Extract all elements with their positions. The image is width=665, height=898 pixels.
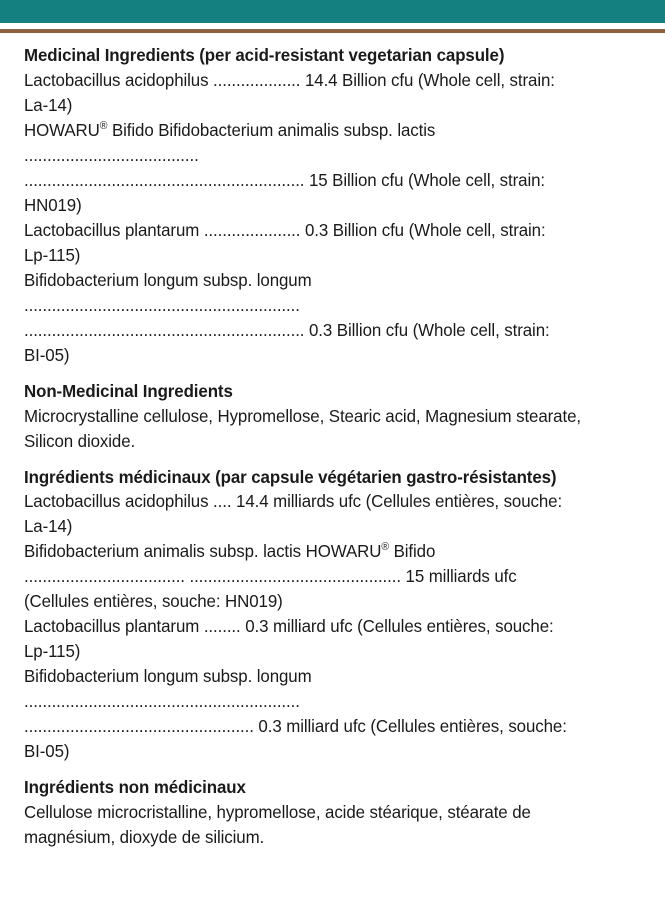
- english-ingredient-howaru-line1: [24, 118, 618, 143]
- french-ingredient-acidophilus-line1: Lactobacillus acidophilus .... 14.4 milliards ufc (Cellules entières, souche:: [24, 491, 563, 512]
- english-ingredient-plantarum-line1: Lactobacillus plantarum ..................... 0.3 Billion cfu (Whole cell, strain:: [24, 219, 546, 240]
- french-ingredient-howaru-line2: ................................... .............................................. 15 milliards ufc: [24, 566, 517, 587]
- french-ingredient-longum-dots1: ............................................................: [24, 691, 300, 712]
- english-medicinal-section: [24, 43, 643, 368]
- french-nonmedicinal-heading: Ingrédients non médicinaux: [24, 777, 246, 798]
- french-ingredient-longum-line1: Bifidobacterium longum subsp. longum: [24, 666, 312, 687]
- english-ingredient-howaru-line2: ............................................................. 15 Billion cfu (Whole cell, strain:: [24, 169, 546, 190]
- english-ingredient-howaru-line3: HN019): [24, 194, 82, 215]
- header-teal-bar: [0, 0, 665, 23]
- french-ingredient-plantarum-line1: Lactobacillus plantarum ........ 0.3 milliard ufc (Cellules entières, souche:: [24, 616, 554, 637]
- french-howaru-species-text: Bifidobacterium animalis subsp. lactis HOWARU: [24, 541, 382, 562]
- french-registered-trademark-symbol: ®: [381, 541, 389, 554]
- registered-trademark-symbol: ®: [99, 120, 108, 133]
- french-ingredient-howaru-line1: [24, 539, 618, 564]
- french-ingredient-longum-line3: BI-05): [24, 741, 70, 762]
- howaru-brand-text: HOWARU: [24, 119, 100, 140]
- english-ingredient-acidophilus-line2: La-14): [24, 94, 73, 115]
- english-nonmedicinal-heading: Non-Medicinal Ingredients: [24, 380, 233, 401]
- french-ingredient-longum-line2: .................................................. 0.3 milliard ufc (Cellules entières, souche:: [24, 716, 567, 737]
- english-ingredient-plantarum-line2: Lp-115): [24, 244, 81, 265]
- english-ingredient-longum-line2: ............................................................. 0.3 Billion cfu (Whole cell, strain:: [24, 319, 550, 340]
- english-ingredient-longum-dots1: ............................................................: [24, 294, 300, 315]
- english-medicinal-heading: Medicinal Ingredients (per acid-resistant vegetarian capsule): [24, 45, 505, 65]
- french-ingredient-plantarum-line2: Lp-115): [24, 641, 81, 662]
- english-nonmedicinal-section: [24, 379, 643, 454]
- french-ingredient-acidophilus-line2: La-14): [24, 516, 73, 537]
- french-nonmedicinal-section: [24, 775, 643, 850]
- english-nonmedicinal-body: Microcrystalline cellulose, Hypromellose, Stearic acid, Magnesium stearate, Silicon dioxide.: [24, 405, 581, 451]
- french-howaru-bifido-text: Bifido: [388, 541, 436, 562]
- french-medicinal-heading: Ingrédients médicinaux (par capsule végétarien gastro-résistantes): [24, 466, 557, 487]
- english-ingredient-acidophilus-line1: Lactobacillus acidophilus ................... 14.4 Billion cfu (Whole cell, strain:: [24, 69, 555, 90]
- french-ingredient-howaru-line3: (Cellules entières, souche: HN019): [24, 591, 283, 612]
- french-medicinal-section: [24, 465, 643, 765]
- english-ingredient-longum-line1: Bifidobacterium longum subsp. longum: [24, 269, 312, 290]
- howaru-species-text: Bifido Bifidobacterium animalis subsp. lactis: [111, 119, 436, 140]
- ingredients-content: [0, 33, 665, 850]
- french-nonmedicinal-body: Cellulose microcristalline, hypromellose, acide stéarique, stéarate de magnésium, dioxyde de silicium.: [24, 802, 531, 848]
- english-ingredient-longum-line3: BI-05): [24, 344, 70, 365]
- english-ingredient-howaru-dots1: ......................................: [24, 144, 199, 165]
